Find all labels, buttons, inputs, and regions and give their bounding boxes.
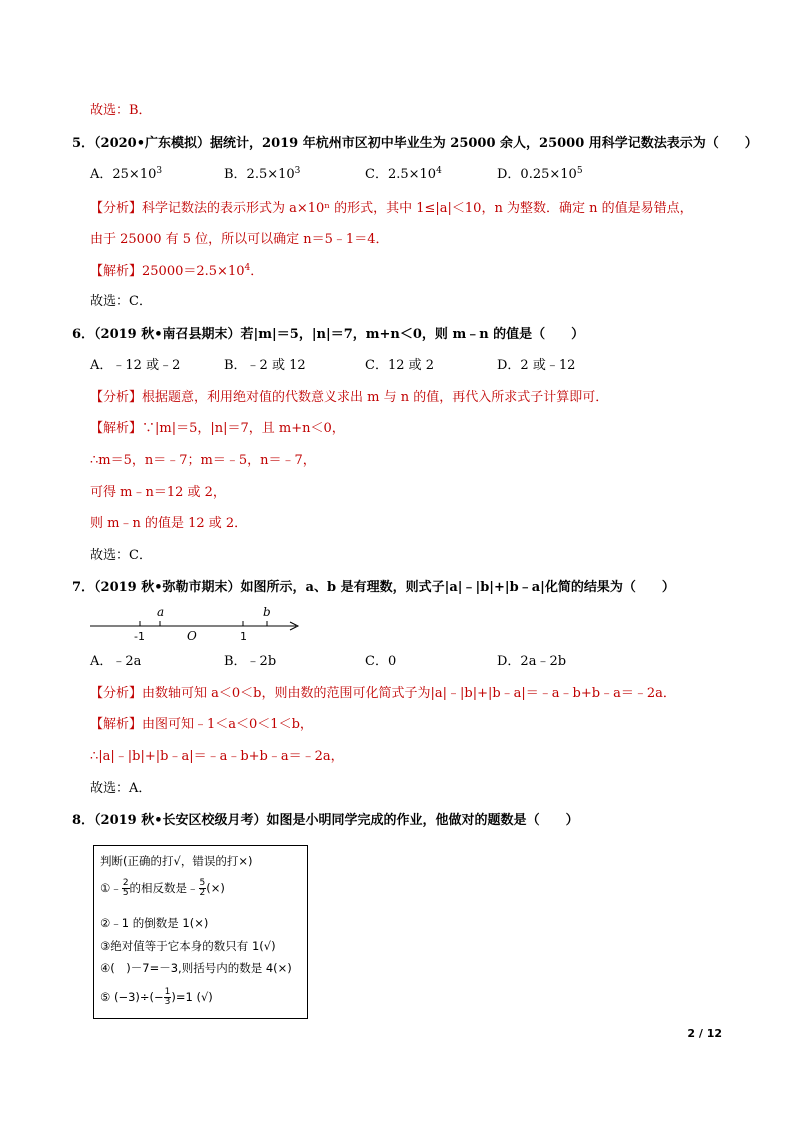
q6-solution-line3: 可得 m﹣n＝12 或 2， <box>90 485 226 500</box>
q6-answer: 故选：C． <box>90 548 152 563</box>
label-origin: O <box>187 629 197 643</box>
q6-analysis: 【分析】根据题意，利用绝对值的代数意义求出 m 与 n 的值，再代入所求式子计算即可． <box>90 390 609 405</box>
q6-option-b: B．﹣2 或 12 <box>224 358 306 373</box>
q6-stem: 6．（2019 秋•南召县期末）若|m|＝5，|n|＝7，m+n＜0，则 m﹣n 的值是（ ） <box>72 327 585 342</box>
q6-solution: 【解析】∵|m|＝5，|n|＝7，且 m+n＜0， <box>90 421 345 436</box>
q6-solution-line4: 则 m﹣n 的值是 12 或 2． <box>90 516 248 531</box>
label-one: 1 <box>240 630 247 643</box>
q5-solution: 【解析】$25000=2.5\times 10^4$． <box>90 263 264 279</box>
label-neg-one: -1 <box>134 630 145 643</box>
q5-answer: 故选：C． <box>90 294 152 309</box>
q5-option-d: D．$0.25\times 10^5$ <box>497 166 583 182</box>
q8-stem: 8．（2019 秋•长安区校级月考）如图是小明同学完成的作业，他做对的题数是（ ） <box>72 813 579 828</box>
q5-analysis-cont: 由于 25000 有 5 位，所以可以确定 n＝5﹣1＝4． <box>90 232 389 247</box>
q6-option-d: D．2 或﹣12 <box>497 358 576 373</box>
q7-stem: 7．（2019 秋•弥勒市期末）如图所示，a、b 是有理数，则式子|a|﹣|b|+|b﹣a|化简的结果为（ ） <box>72 580 675 595</box>
label-a: a <box>157 605 165 619</box>
q7-solution: 【解析】由图可知﹣1＜a＜0＜1＜b， <box>90 717 313 732</box>
q7-option-b: B．﹣2b <box>224 654 277 669</box>
q7-answer: 故选：A． <box>90 781 152 796</box>
q6-solution-line2: ∴m＝5，n＝﹣7；m＝﹣5，n＝﹣7， <box>90 453 316 468</box>
q7-option-d: D．2a﹣2b <box>497 654 567 669</box>
fraction-2: $\frac{5}{2}$ <box>199 878 206 898</box>
homework-figure <box>93 845 308 1019</box>
homework-item-4: ④( )－7=－3,则括号内的数是 4(×) <box>100 961 292 975</box>
page-number: 2 / 12 <box>687 1027 722 1040</box>
number-line-figure <box>90 604 305 644</box>
homework-item-2: ②﹣1 的倒数是 1(×) <box>100 916 209 930</box>
q7-analysis: 【分析】由数轴可知 a＜0＜b，则由数的范围可化简式子为|a|﹣|b|+|b﹣a|＝﹣a﹣b+b﹣a＝﹣2a． <box>90 686 676 701</box>
homework-item-3: ③绝对值等于它本身的数只有 1(√) <box>100 939 276 953</box>
homework-item-5: ⑤ (−3)÷(− $\frac{1}{3}$ )=1 (√) <box>100 987 213 1007</box>
q5-analysis: 【分析】科学记数法的表示形式为 a×10ⁿ 的形式，其中 1≤|a|＜10，n 为整数．确定 n 的值是易错点， <box>90 201 693 216</box>
q5-option-a: A．$25\times 10^3$ <box>90 166 163 182</box>
q5-option-c: C．$2.5\times 10^4$ <box>365 166 442 182</box>
label-b: b <box>263 605 271 619</box>
q7-solution-line2: ∴|a|﹣|b|+|b﹣a|＝﹣a﹣b+b﹣a＝﹣2a， <box>90 749 344 764</box>
fraction-1: $\frac{2}{5}$ <box>122 878 129 898</box>
q7-option-a: A．﹣2a <box>90 654 142 669</box>
homework-item-1: ①﹣ $\frac{2}{5}$ 的相反数是﹣ $\frac{5}{2}$ (×) <box>100 878 225 898</box>
q4-answer: 故选：B． <box>90 103 152 118</box>
q6-option-a: A．﹣12 或﹣2 <box>90 358 181 373</box>
homework-title: 判断(正确的打√，错误的打×) <box>100 854 253 868</box>
q5-option-b: B．$2.5\times 10^3$ <box>224 166 301 182</box>
fraction-3: $\frac{1}{3}$ <box>164 987 171 1007</box>
q6-option-c: C．12 或 2 <box>365 358 435 373</box>
q7-option-c: C．0 <box>365 654 397 669</box>
q5-stem: 5．（2020•广东模拟）据统计，2019 年杭州市区初中毕业生为 25000 余人，25000 用科学记数法表示为（ ） <box>72 136 758 151</box>
